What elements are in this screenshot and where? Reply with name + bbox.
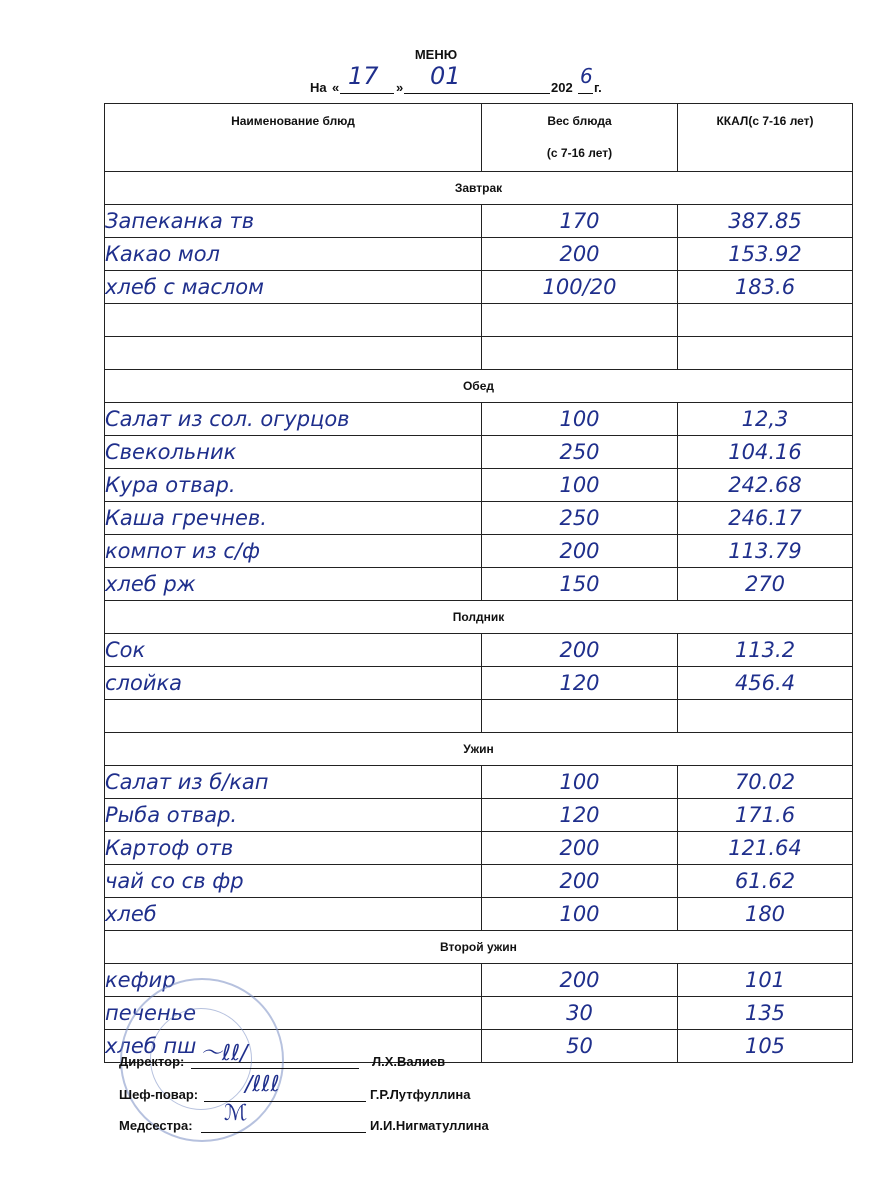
kcal-cell: 270 (678, 568, 853, 601)
director-signature-mark: 〜ℓℓ∕ (200, 1041, 248, 1066)
table-row (105, 667, 853, 700)
table-row (105, 568, 853, 601)
dish-cell: чай со св фр (105, 865, 482, 898)
dish-cell: Каша гречнев. (105, 502, 482, 535)
weight-cell: 200 (482, 238, 678, 271)
date-month: 01 (430, 62, 461, 90)
table-row (105, 205, 853, 238)
day-underline (340, 93, 394, 94)
table-row (105, 832, 853, 865)
col-kcal: ККАЛ(с 7-16 лет) (678, 104, 853, 172)
signature-name: Л.Х.Валиев (372, 1054, 446, 1069)
signature-line (201, 1132, 366, 1133)
weight-cell: 100 (482, 469, 678, 502)
section-row (105, 931, 853, 964)
date-year-digit: 6 (580, 64, 593, 88)
signature-line (191, 1068, 359, 1069)
col-weight-age: (с 7-16 лет) (546, 146, 613, 160)
weight-cell: 200 (482, 964, 678, 997)
section-title: Обед (105, 370, 853, 403)
date-day: 17 (348, 62, 379, 90)
dish-cell: Запеканка тв (105, 205, 482, 238)
dish-cell: кефир (105, 964, 482, 997)
kcal-cell: 113.2 (678, 634, 853, 667)
weight-cell: 200 (482, 535, 678, 568)
chef-signature-mark: ∕ℓℓℓ (245, 1072, 280, 1097)
dish-cell: компот из с/ф (105, 535, 482, 568)
dish-cell: Салат из б/кап (105, 766, 482, 799)
dish-cell (105, 700, 482, 733)
table-row (105, 766, 853, 799)
kcal-cell: 104.16 (678, 436, 853, 469)
dish-cell: Салат из сол. огурцов (105, 403, 482, 436)
dish-cell: Кура отвар. (105, 469, 482, 502)
table-row (105, 469, 853, 502)
section-row (105, 733, 853, 766)
kcal-cell (678, 337, 853, 370)
weight-cell: 100 (482, 766, 678, 799)
weight-cell: 100/20 (482, 271, 678, 304)
dish-cell: печенье (105, 997, 482, 1030)
table-row (105, 238, 853, 271)
dish-cell: хлеб рж (105, 568, 482, 601)
weight-cell (482, 700, 678, 733)
dish-cell: хлеб (105, 898, 482, 931)
table-row (105, 436, 853, 469)
table-row (105, 502, 853, 535)
menu-body (105, 172, 853, 1063)
kcal-cell: 180 (678, 898, 853, 931)
dish-cell: Сок (105, 634, 482, 667)
section-row (105, 601, 853, 634)
date-prefix: На (310, 80, 327, 95)
kcal-cell: 113.79 (678, 535, 853, 568)
kcal-cell: 121.64 (678, 832, 853, 865)
section-title: Завтрак (105, 172, 853, 205)
weight-cell: 120 (482, 667, 678, 700)
section-title: Полдник (105, 601, 853, 634)
weight-cell (482, 304, 678, 337)
table-header-row (105, 104, 853, 172)
weight-cell: 30 (482, 997, 678, 1030)
weight-cell: 250 (482, 436, 678, 469)
table-row (105, 271, 853, 304)
table-row (105, 337, 853, 370)
weight-cell: 100 (482, 403, 678, 436)
signature-name: Г.Р.Лутфуллина (370, 1087, 471, 1102)
date-open-quote: « (332, 80, 340, 95)
table-row (105, 799, 853, 832)
signature-name: И.И.Нигматуллина (370, 1118, 489, 1133)
dish-cell: Свекольник (105, 436, 482, 469)
signature-role: Директор: (119, 1054, 185, 1069)
kcal-cell: 61.62 (678, 865, 853, 898)
date-year-prefix: 202 (551, 80, 573, 95)
dish-cell: слойка (105, 667, 482, 700)
kcal-cell (678, 304, 853, 337)
signature-role: Шеф-повар: (119, 1087, 199, 1102)
dish-cell: Рыба отвар. (105, 799, 482, 832)
dish-cell: хлеб пш (105, 1030, 482, 1063)
table-row (105, 898, 853, 931)
kcal-cell: 101 (678, 964, 853, 997)
weight-cell: 150 (482, 568, 678, 601)
col-weight-label: Вес блюда (547, 114, 612, 128)
weight-cell: 100 (482, 898, 678, 931)
date-close-quote: » (396, 80, 404, 95)
menu-table (104, 103, 853, 1063)
dish-cell: Какао мол (105, 238, 482, 271)
kcal-cell: 12,3 (678, 403, 853, 436)
weight-cell: 250 (482, 502, 678, 535)
date-suffix: г. (594, 80, 602, 95)
table-row (105, 535, 853, 568)
weight-cell: 200 (482, 832, 678, 865)
year-underline (578, 93, 593, 94)
kcal-cell: 171.6 (678, 799, 853, 832)
section-row (105, 370, 853, 403)
col-dish-name: Наименование блюд (105, 104, 482, 172)
dish-cell (105, 304, 482, 337)
kcal-cell: 387.85 (678, 205, 853, 238)
table-row (105, 304, 853, 337)
section-row (105, 172, 853, 205)
weight-cell: 120 (482, 799, 678, 832)
dish-cell: Картоф отв (105, 832, 482, 865)
menu-date (310, 62, 610, 95)
signature-role: Медсестра: (119, 1118, 193, 1133)
table-row (105, 403, 853, 436)
weight-cell: 170 (482, 205, 678, 238)
kcal-cell: 183.6 (678, 271, 853, 304)
table-row (105, 700, 853, 733)
kcal-cell: 242.68 (678, 469, 853, 502)
kcal-cell: 105 (678, 1030, 853, 1063)
weight-cell: 200 (482, 634, 678, 667)
weight-cell (482, 337, 678, 370)
section-title: Второй ужин (105, 931, 853, 964)
nurse-signature-mark: ℳ (224, 1101, 248, 1126)
kcal-cell: 135 (678, 997, 853, 1030)
weight-cell: 50 (482, 1030, 678, 1063)
weight-cell: 200 (482, 865, 678, 898)
dish-cell: хлеб с маслом (105, 271, 482, 304)
section-title: Ужин (105, 733, 853, 766)
kcal-cell: 246.17 (678, 502, 853, 535)
kcal-cell: 70.02 (678, 766, 853, 799)
kcal-cell: 456.4 (678, 667, 853, 700)
table-row (105, 865, 853, 898)
dish-cell (105, 337, 482, 370)
document-title: МЕНЮ (414, 47, 458, 62)
kcal-cell (678, 700, 853, 733)
table-row (105, 634, 853, 667)
month-underline (404, 93, 550, 94)
kcal-cell: 153.92 (678, 238, 853, 271)
col-weight (482, 104, 678, 172)
